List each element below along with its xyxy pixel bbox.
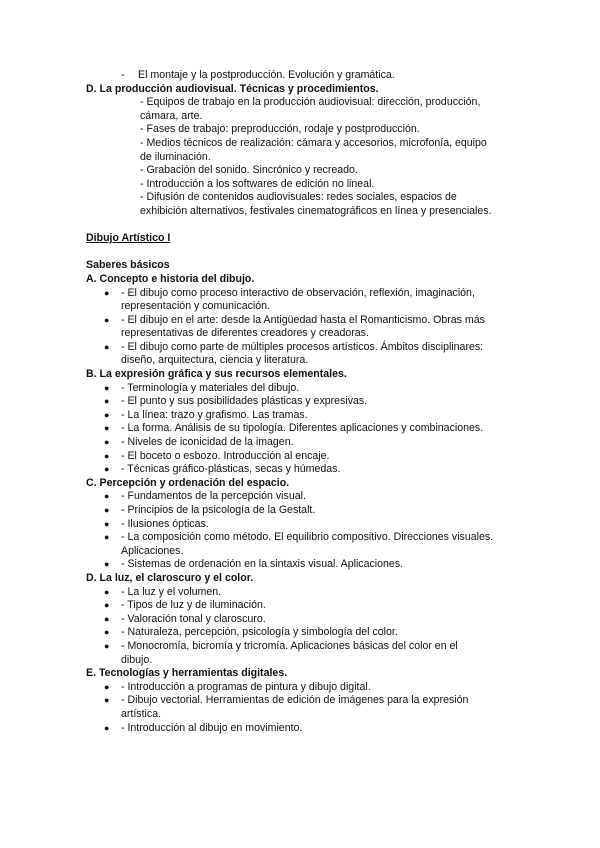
list-item-text: - La línea: trazo y grafismo. Las tramas. xyxy=(121,408,308,421)
list-item-line xyxy=(104,531,600,545)
production-line: - Introducción a los softwares de edición no lineal. xyxy=(140,177,375,190)
production-list xyxy=(0,96,600,218)
list-item xyxy=(0,531,600,558)
section-heading-production: D. La producción audiovisual. Técnicas y procedimientos. xyxy=(86,82,379,95)
list-item-text: - Niveles de iconicidad de la imagen. xyxy=(121,436,294,449)
section-heading: E. Tecnologías y herramientas digitales. xyxy=(86,667,288,680)
list-item xyxy=(0,681,600,695)
list-item-text: - La forma. Análisis de su tipología. Diferentes aplicaciones y combinaciones. xyxy=(121,422,484,435)
production-line: - Difusión de contenidos audiovisuales: redes sociales, espacios de xyxy=(140,191,457,204)
bullet-icon: ● xyxy=(104,314,110,325)
production-line: - Fases de trabajo: preproducción, rodaje y postproducción. xyxy=(140,123,420,136)
list-item-line xyxy=(121,354,600,368)
list-item-text: - Principios de la psicología de la Gestalt. xyxy=(121,504,316,516)
bullet-icon: ● xyxy=(104,450,110,461)
list-item-line xyxy=(104,463,600,477)
intro-dash-item xyxy=(0,69,600,83)
list-item-text: - Fundamentos de la percepción visual. xyxy=(121,490,306,503)
list-item-line xyxy=(104,504,600,518)
list-item-line xyxy=(104,395,600,409)
bullet-icon: ● xyxy=(104,600,110,611)
list-item-line xyxy=(121,545,600,559)
list-item-line xyxy=(104,381,600,396)
list-item xyxy=(0,504,600,518)
list-item xyxy=(0,626,600,640)
bullet-icon: ● xyxy=(104,613,110,624)
list-item-text: - El dibujo en el arte: desde la Antigüedad hasta el Romanticismo. Obras más xyxy=(121,313,485,326)
section-heading: D. La luz, el claroscuro y el color. xyxy=(86,571,254,584)
list-item-text: artística. xyxy=(121,707,162,720)
list-item xyxy=(0,409,600,423)
list-item-line xyxy=(104,422,600,436)
list-item xyxy=(0,599,600,613)
list-item-text: Aplicaciones. xyxy=(121,544,184,557)
list-item-text: - Ilusiones ópticas. xyxy=(121,517,209,530)
list-item-text: diseño, arquitectura, ciencia y literatura. xyxy=(121,354,309,367)
list-item-line xyxy=(121,708,600,722)
list-item-text: dibujo. xyxy=(121,653,153,666)
list-item-line xyxy=(104,694,600,708)
list-item-text: - Naturaleza, percepción, psicología y simbología del color. xyxy=(121,626,398,639)
list-item xyxy=(0,518,600,532)
bullet-icon: ● xyxy=(104,409,110,420)
list-item-text: - Terminología y materiales del dibujo. xyxy=(121,381,300,394)
list-item-line xyxy=(104,490,600,504)
bullet-icon: ● xyxy=(104,287,110,298)
list-item xyxy=(0,341,600,368)
bullet-icon: ● xyxy=(104,464,110,475)
list-item xyxy=(0,314,600,341)
section-heading: C. Percepción y ordenación del espacio. xyxy=(86,476,290,489)
section-heading: B. La expresión gráfica y sus recursos elementales. xyxy=(86,368,347,381)
subject-title: Dibujo Artístico I xyxy=(86,232,171,245)
list-item-text: representativas de diferentes creadores y creadoras. xyxy=(121,327,369,340)
bullet-icon: ● xyxy=(104,586,110,597)
document-content xyxy=(0,69,600,735)
bullet-icon: ● xyxy=(104,640,110,651)
list-item-text: - El boceto o esbozo. Introducción al encaje. xyxy=(121,449,330,462)
list-item-line xyxy=(121,327,600,341)
bullet-icon: ● xyxy=(104,382,110,393)
list-item-line xyxy=(104,599,600,613)
intro-line-text: El montaje y la postproducción. Evolución y gramática. xyxy=(138,69,395,81)
list-item-line xyxy=(104,436,600,450)
list-item-line xyxy=(104,408,600,423)
list-item-line xyxy=(104,626,600,640)
list-item-text: - Valoración tonal y claroscuro. xyxy=(121,612,266,625)
list-item-line xyxy=(104,449,600,464)
list-item-line xyxy=(121,654,600,668)
list-item xyxy=(0,694,600,721)
list-item xyxy=(0,613,600,627)
list-item xyxy=(0,395,600,409)
list-item-line xyxy=(104,721,600,736)
list-item-text: - Sistemas de ordenación en la sintaxis visual. Aplicaciones. xyxy=(121,558,404,571)
section-heading: A. Concepto e historia del dibujo. xyxy=(86,272,255,285)
bullet-icon: ● xyxy=(104,532,110,543)
list-item-line xyxy=(104,340,600,355)
list-item-line xyxy=(104,680,600,695)
list-item xyxy=(0,287,600,314)
production-line: - Equipos de trabajo en la producción audiovisual: dirección, producción, xyxy=(140,96,481,109)
list-item-text: - Monocromía, bicromía y tricromía. Aplicaciones básicas del color en el xyxy=(121,639,458,652)
list-item-text: - El dibujo como proceso interactivo de observación, reflexión, imaginación, xyxy=(121,286,475,299)
list-item-line xyxy=(104,558,600,572)
sections-container xyxy=(0,273,600,735)
list-item-text: - Tipos de luz y de iluminación. xyxy=(121,599,266,612)
list-item-text: - La composición como método. El equilibrio compositivo. Direcciones visuales. xyxy=(121,531,494,544)
list-item xyxy=(0,558,600,572)
bullet-icon: ● xyxy=(104,681,110,692)
bullet-icon: ● xyxy=(104,627,110,638)
bullet-icon: ● xyxy=(104,437,110,448)
dash-marker: - xyxy=(121,69,125,81)
production-line: exhibición alternativos, festivales cinematográficos en línea y presenciales. xyxy=(140,204,492,217)
bullet-icon: ● xyxy=(104,722,110,733)
production-line: cámara, arte. xyxy=(140,109,203,122)
list-item-line xyxy=(104,313,600,328)
list-item xyxy=(0,450,600,464)
list-item-text: - Introducción al dibujo en movimiento. xyxy=(121,721,303,734)
bullet-icon: ● xyxy=(104,505,110,515)
list-item-line xyxy=(104,612,600,627)
list-item-line xyxy=(121,300,600,314)
list-item-line xyxy=(104,517,600,532)
production-line: - Medios técnicos de realización: cámara y accesorios, microfonía, equipo xyxy=(140,136,487,149)
bullet-icon: ● xyxy=(104,559,110,570)
production-line: - Grabación del sonido. Sincrónico y recreado. xyxy=(140,164,358,177)
list-item xyxy=(0,490,600,504)
list-item xyxy=(0,640,600,667)
list-item-text: - Técnicas gráfico-plásticas, secas y húmedas. xyxy=(121,463,341,476)
list-item-line xyxy=(104,286,600,301)
list-item-text: - Dibujo vectorial. Herramientas de edición de imágenes para la expresión xyxy=(121,694,469,707)
list-item xyxy=(0,422,600,436)
bullet-icon: ● xyxy=(104,341,110,352)
list-item-text: - El punto y sus posibilidades plásticas y expresivas. xyxy=(121,395,368,408)
bullet-icon: ● xyxy=(104,518,110,529)
list-item-text: - El dibujo como parte de múltiples procesos artísticos. Ámbitos disciplinares: xyxy=(121,340,484,353)
list-item xyxy=(0,722,600,736)
list-item-text: - Introducción a programas de pintura y dibujo digital. xyxy=(121,680,371,693)
bullet-icon: ● xyxy=(104,396,110,407)
bullet-icon: ● xyxy=(104,695,110,706)
list-item xyxy=(0,586,600,600)
bullet-icon: ● xyxy=(104,423,110,434)
list-item-text: - La luz y el volumen. xyxy=(121,585,222,598)
list-item-text: representación y comunicación. xyxy=(121,300,270,313)
bullet-icon: ● xyxy=(104,491,110,502)
list-item-line xyxy=(104,639,600,654)
list-item xyxy=(0,436,600,450)
saberes-title: Saberes básicos xyxy=(86,259,170,272)
list-item-line xyxy=(104,585,600,600)
list-item xyxy=(0,382,600,396)
list-item xyxy=(0,463,600,477)
production-line: de iluminación. xyxy=(140,150,211,163)
